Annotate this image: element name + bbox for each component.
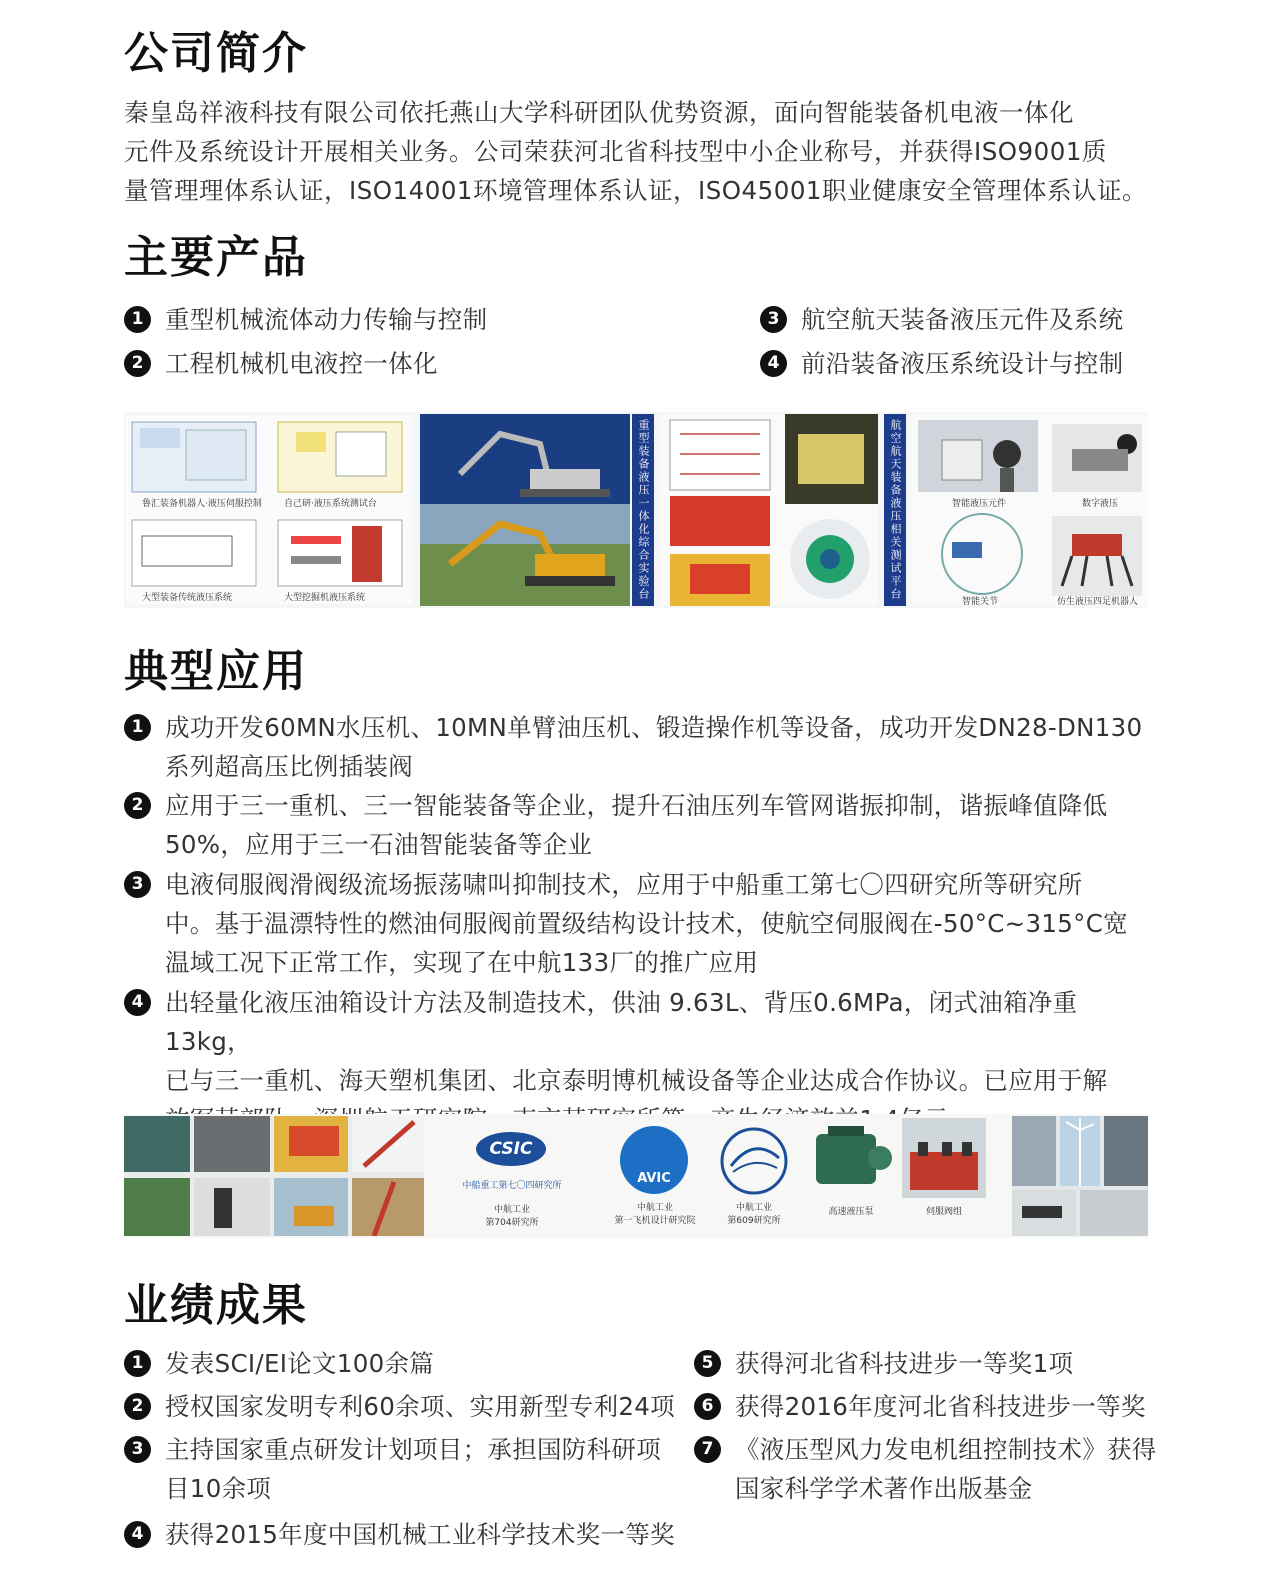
logo-caption: 高速液压泵: [828, 1207, 874, 1217]
achievement-item-text: [165, 1515, 675, 1554]
achievement-line: 获得2016年度河北省科技进步一等奖: [735, 1392, 1146, 1421]
logo-caption: [714, 1202, 794, 1228]
number-badge: 6: [694, 1393, 721, 1420]
image-caption: 智能液压元件: [952, 499, 1007, 509]
robot-wind-illustration: [1012, 1116, 1148, 1236]
achievement-item-text: [165, 1430, 661, 1508]
number-badge: 7: [694, 1436, 721, 1463]
number-badge: 5: [694, 1350, 721, 1377]
equipment-photos: [124, 1116, 424, 1236]
application-line: 应用于三一重机、三一智能装备等企业，提升石油压列车管网谐振抑制，谐振峰值降低: [165, 791, 1108, 820]
image-caption: 仿生液压四足机器人: [1057, 597, 1139, 606]
application-item-text: [165, 708, 1142, 786]
achievement-line: 目10余项: [165, 1474, 272, 1503]
number-badge: 4: [124, 1521, 151, 1548]
product-item: [124, 300, 487, 339]
application-line: 出轻量化液压油箱设计方法及制造技术，供油 9.63L、背压0.6MPa，闭式油箱净重13kg，: [165, 988, 1078, 1056]
logo-caption-line: 第609研究所: [727, 1216, 781, 1226]
number-badge: 1: [124, 1350, 151, 1377]
logo-caption-line: 中航工业: [735, 1203, 772, 1213]
test-platform-banner: 重型装备液压一体化综合实验台: [632, 414, 654, 606]
robot-wind-photos: [1012, 1116, 1148, 1236]
number-badge: 4: [760, 350, 787, 377]
hydraulic-diagrams-image: [126, 416, 412, 604]
application-line: 系列超高压比例插装阀: [165, 752, 413, 781]
application-line: 电液伺服阀滑阀级流场振荡啸叫抑制技术，应用于中船重工第七〇四研究所等研究所: [165, 870, 1083, 899]
hydraulic-pump-block: [808, 1118, 898, 1236]
logo-caption-line: 第一飞机设计研究院: [614, 1216, 696, 1226]
achievement-item-text: [165, 1344, 434, 1383]
application-line: 已与三一重机、海天塑机集团、北京泰明博机械设备等企业达成合作协议。已应用于解: [165, 1066, 1108, 1095]
product-item: [124, 344, 438, 383]
products-image-strip: [124, 412, 1148, 608]
number-badge: 4: [124, 989, 151, 1016]
application-line: 成功开发60MN水压机、10MN单臂油压机、锻造操作机等设备，成功开发DN28-DN130: [165, 713, 1143, 742]
number-badge: 3: [124, 1436, 151, 1463]
section-title-achievements: 业绩成果: [124, 1280, 308, 1331]
image-caption: 大型挖掘机液压系统: [284, 593, 366, 603]
achievement-line: 发表SCI/EI论文100余篇: [165, 1349, 435, 1378]
csic-logo-block: [442, 1126, 582, 1236]
equipment-illustration: [124, 1116, 424, 1236]
intro-paragraph: [124, 93, 1154, 210]
achievement-item: [694, 1387, 1146, 1426]
product-item-text: 前沿装备液压系统设计与控制: [801, 349, 1124, 378]
product-item-text: 航空航天装备液压元件及系统: [801, 305, 1124, 334]
application-line: 温域工况下正常工作，实现了在中航133厂的推广应用: [165, 948, 759, 977]
logo-caption: [442, 1204, 582, 1230]
components-illustration: [912, 414, 1148, 606]
hydraulic-pump-icon: [808, 1118, 894, 1198]
components-robots-images: [912, 414, 1148, 606]
number-badge: 2: [124, 792, 151, 819]
number-badge: 2: [124, 1393, 151, 1420]
section-title-products: 主要产品: [124, 232, 308, 283]
product-item-text: 工程机械机电液控一体化: [165, 349, 438, 378]
simulation-illustration: [660, 414, 878, 606]
achievement-line: 《液压型风力发电机组控制技术》获得: [735, 1435, 1157, 1464]
achievement-item-text: [735, 1344, 1073, 1383]
achievement-line: 获得河北省科技进步一等奖1项: [735, 1349, 1074, 1378]
application-item-text: [165, 865, 1128, 982]
intro-line: 元件及系统设计开展相关业务。公司荣获河北省科技型中小企业称号，并获得ISO9001质: [124, 137, 1107, 166]
achievement-item: [124, 1430, 661, 1508]
achievement-line: 主持国家重点研发计划项目；承担国防科研项: [165, 1435, 661, 1464]
institute-logo-icon: [719, 1126, 789, 1196]
applications-image-strip: [124, 1114, 1148, 1238]
achievement-item: [124, 1387, 675, 1426]
product-item: [760, 300, 1123, 339]
image-caption: 自己研·液压系统测试台: [284, 499, 377, 509]
application-line: 50%，应用于三一石油智能装备等企业: [165, 830, 593, 859]
product-item-text: 重型机械流体动力传输与控制: [165, 305, 488, 334]
number-badge: 3: [760, 306, 787, 333]
servo-valve-block: [902, 1118, 988, 1236]
excavator-illustration: [420, 414, 630, 606]
achievement-line: 授权国家发明专利60余项、实用新型专利24项: [165, 1392, 675, 1421]
application-item: [124, 865, 1154, 982]
logo-caption-line: 中航工业: [636, 1203, 673, 1213]
application-line: 中。基于温漂特性的燃油伺服阀前置级结构设计技术，使航空伺服阀在-50°C~315°C宽: [165, 909, 1128, 938]
achievement-item-text: [735, 1387, 1146, 1426]
logo-caption: [600, 1202, 710, 1228]
application-item: [124, 708, 1154, 786]
product-item: [760, 344, 1123, 383]
achievement-item-text: [735, 1430, 1157, 1508]
number-badge: 1: [124, 306, 151, 333]
achievement-item: [694, 1344, 1073, 1383]
image-caption: 数字液压: [1082, 499, 1119, 509]
achievement-item: [124, 1344, 434, 1383]
achievement-item-text: [165, 1387, 675, 1426]
avic-logo-block: [600, 1122, 710, 1236]
image-caption: 智能关节: [962, 597, 999, 606]
number-badge: 3: [124, 871, 151, 898]
application-item-text: [165, 786, 1107, 864]
section-title-intro: 公司简介: [124, 28, 308, 79]
image-caption: 鲁汇装备机器人·液压伺服控制: [142, 499, 262, 509]
image-caption: 大型装备传统液压系统: [142, 593, 233, 603]
number-badge: 2: [124, 350, 151, 377]
application-item: [124, 786, 1154, 864]
achievement-line: 获得2015年度中国机械工业科学技术奖一等奖: [165, 1520, 675, 1549]
excavator-photo: [420, 414, 630, 606]
logo-caption: 伺服阀组: [925, 1207, 962, 1217]
aerospace-platform-banner: 航空航天装备液压相关测试平台: [884, 414, 906, 606]
intro-line: 秦皇岛祥液科技有限公司依托燕山大学科研团队优势资源，面向智能装备机电液一体化: [124, 98, 1074, 127]
section-title-applications: 典型应用: [124, 646, 308, 697]
avic-logo: AVIC: [620, 1126, 688, 1194]
achievement-item: [124, 1515, 675, 1554]
achievement-item: [694, 1430, 1157, 1508]
simulation-images: [660, 414, 878, 606]
logo-caption-line: 中航工业: [493, 1205, 530, 1215]
csic-logo: CSIC: [476, 1132, 546, 1166]
diagram-illustration: [126, 416, 412, 604]
achievement-line: 国家科学学术著作出版基金: [735, 1474, 1033, 1503]
csic-subtitle: 中船重工第七〇四研究所: [462, 1181, 562, 1191]
servo-valve-icon: [902, 1118, 986, 1198]
number-badge: 1: [124, 714, 151, 741]
logo-caption-line: 第704研究所: [485, 1218, 539, 1228]
intro-line: 量管理理体系认证，ISO14001环境管理体系认证，ISO45001职业健康安全管理体系认证。: [124, 176, 1147, 205]
institute-logo-block: [714, 1122, 794, 1236]
